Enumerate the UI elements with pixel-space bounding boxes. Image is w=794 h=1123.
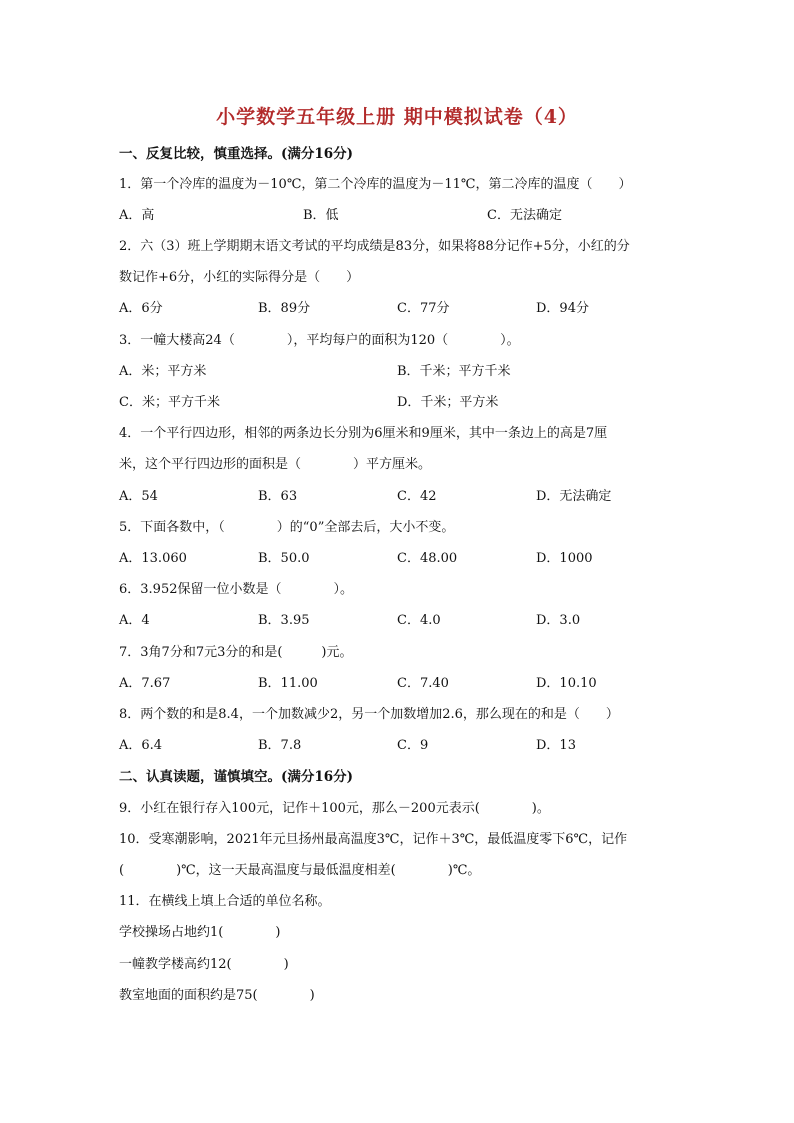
question-4-line-1: 4．一个平行四边形，相邻的两条边长分别为6厘米和9厘米，其中一条边上的高是7厘 bbox=[119, 426, 608, 441]
q8-option-a[interactable]: A．6.4 bbox=[119, 738, 163, 753]
q7-option-c[interactable]: C．7.40 bbox=[397, 676, 449, 691]
question-9: 9．小红在银行存入100元，记作＋100元，那么－200元表示( )。 bbox=[119, 801, 550, 816]
page-title: 小学数学五年级上册 期中模拟试卷（4） bbox=[216, 106, 578, 128]
q8-option-b[interactable]: B．7.8 bbox=[258, 738, 302, 753]
q11-item-3: 教室地面的面积约是75( ) bbox=[119, 988, 315, 1003]
q4-option-a[interactable]: A．54 bbox=[119, 489, 158, 504]
question-3: 3．一幢大楼高24（ ），平均每户的面积为120（ ）。 bbox=[119, 333, 520, 348]
q2-option-c[interactable]: C．77分 bbox=[397, 301, 450, 316]
question-10-line-1: 10．受寒潮影响，2021年元旦扬州最高温度3℃，记作＋3℃，最低温度零下6℃，记作 bbox=[119, 832, 628, 847]
q4-option-d[interactable]: D．无法确定 bbox=[536, 489, 612, 504]
question-11: 11．在横线上填上合适的单位名称。 bbox=[119, 894, 331, 909]
q1-option-c[interactable]: C．无法确定 bbox=[487, 208, 562, 223]
q2-option-b[interactable]: B．89分 bbox=[258, 301, 311, 316]
q4-option-b[interactable]: B．63 bbox=[258, 489, 298, 504]
q1-option-a[interactable]: A．高 bbox=[119, 208, 155, 223]
question-6: 6．3.952保留一位小数是（ ）。 bbox=[119, 582, 353, 597]
question-1: 1．第一个冷库的温度为－10℃，第二个冷库的温度为－11℃，第二冷库的温度（ ） bbox=[119, 177, 632, 192]
q6-option-c[interactable]: C．4.0 bbox=[397, 613, 441, 628]
q3-option-d[interactable]: D．千米；平方米 bbox=[397, 395, 499, 410]
q4-option-c[interactable]: C．42 bbox=[397, 489, 437, 504]
question-5: 5．下面各数中，（ ）的“0”全部去后，大小不变。 bbox=[119, 520, 455, 535]
q1-option-b[interactable]: B．低 bbox=[303, 208, 339, 223]
section-1-heading: 一、反复比较，慎重选择。(满分16分) bbox=[119, 146, 354, 162]
q5-option-d[interactable]: D．1000 bbox=[536, 551, 593, 566]
question-4-line-2: 米，这个平行四边形的面积是（ ）平方厘米。 bbox=[119, 457, 432, 472]
q6-option-a[interactable]: A．4 bbox=[119, 613, 150, 628]
q7-option-b[interactable]: B．11.00 bbox=[258, 676, 318, 691]
question-2-line-1: 2．六（3）班上学期期末语文考试的平均成绩是83分，如果将88分记作+5分，小红的分 bbox=[119, 239, 630, 254]
question-8: 8．两个数的和是8.4，一个加数减少2，另一个加数增加2.6，那么现在的和是（ ） bbox=[119, 707, 619, 722]
q6-option-b[interactable]: B．3.95 bbox=[258, 613, 310, 628]
section-2-heading: 二、认真读题，谨慎填空。(满分16分) bbox=[119, 769, 354, 785]
q3-option-c[interactable]: C．米；平方千米 bbox=[119, 395, 220, 410]
q7-option-a[interactable]: A．7.67 bbox=[119, 676, 171, 691]
q8-option-d[interactable]: D．13 bbox=[536, 738, 576, 753]
q6-option-d[interactable]: D．3.0 bbox=[536, 613, 581, 628]
q5-option-c[interactable]: C．48.00 bbox=[397, 551, 458, 566]
q5-option-a[interactable]: A．13.060 bbox=[119, 551, 187, 566]
question-7: 7．3角7分和7元3分的和是( )元。 bbox=[119, 645, 353, 660]
question-10-line-2: ( )℃，这一天最高温度与最低温度相差( )℃。 bbox=[119, 863, 481, 878]
q5-option-b[interactable]: B．50.0 bbox=[258, 551, 310, 566]
q2-option-a[interactable]: A．6分 bbox=[119, 301, 163, 316]
q11-item-1: 学校操场占地约1( ) bbox=[119, 925, 281, 940]
question-2-line-2: 数记作+6分，小红的实际得分是（ ） bbox=[119, 270, 360, 285]
q2-option-d[interactable]: D．94分 bbox=[536, 301, 589, 316]
q3-option-b[interactable]: B．千米；平方千米 bbox=[397, 364, 511, 379]
q3-option-a[interactable]: A．米；平方米 bbox=[119, 364, 207, 379]
q11-item-2: 一幢教学楼高约12( ) bbox=[119, 957, 289, 972]
q8-option-c[interactable]: C．9 bbox=[397, 738, 429, 753]
q7-option-d[interactable]: D．10.10 bbox=[536, 676, 597, 691]
